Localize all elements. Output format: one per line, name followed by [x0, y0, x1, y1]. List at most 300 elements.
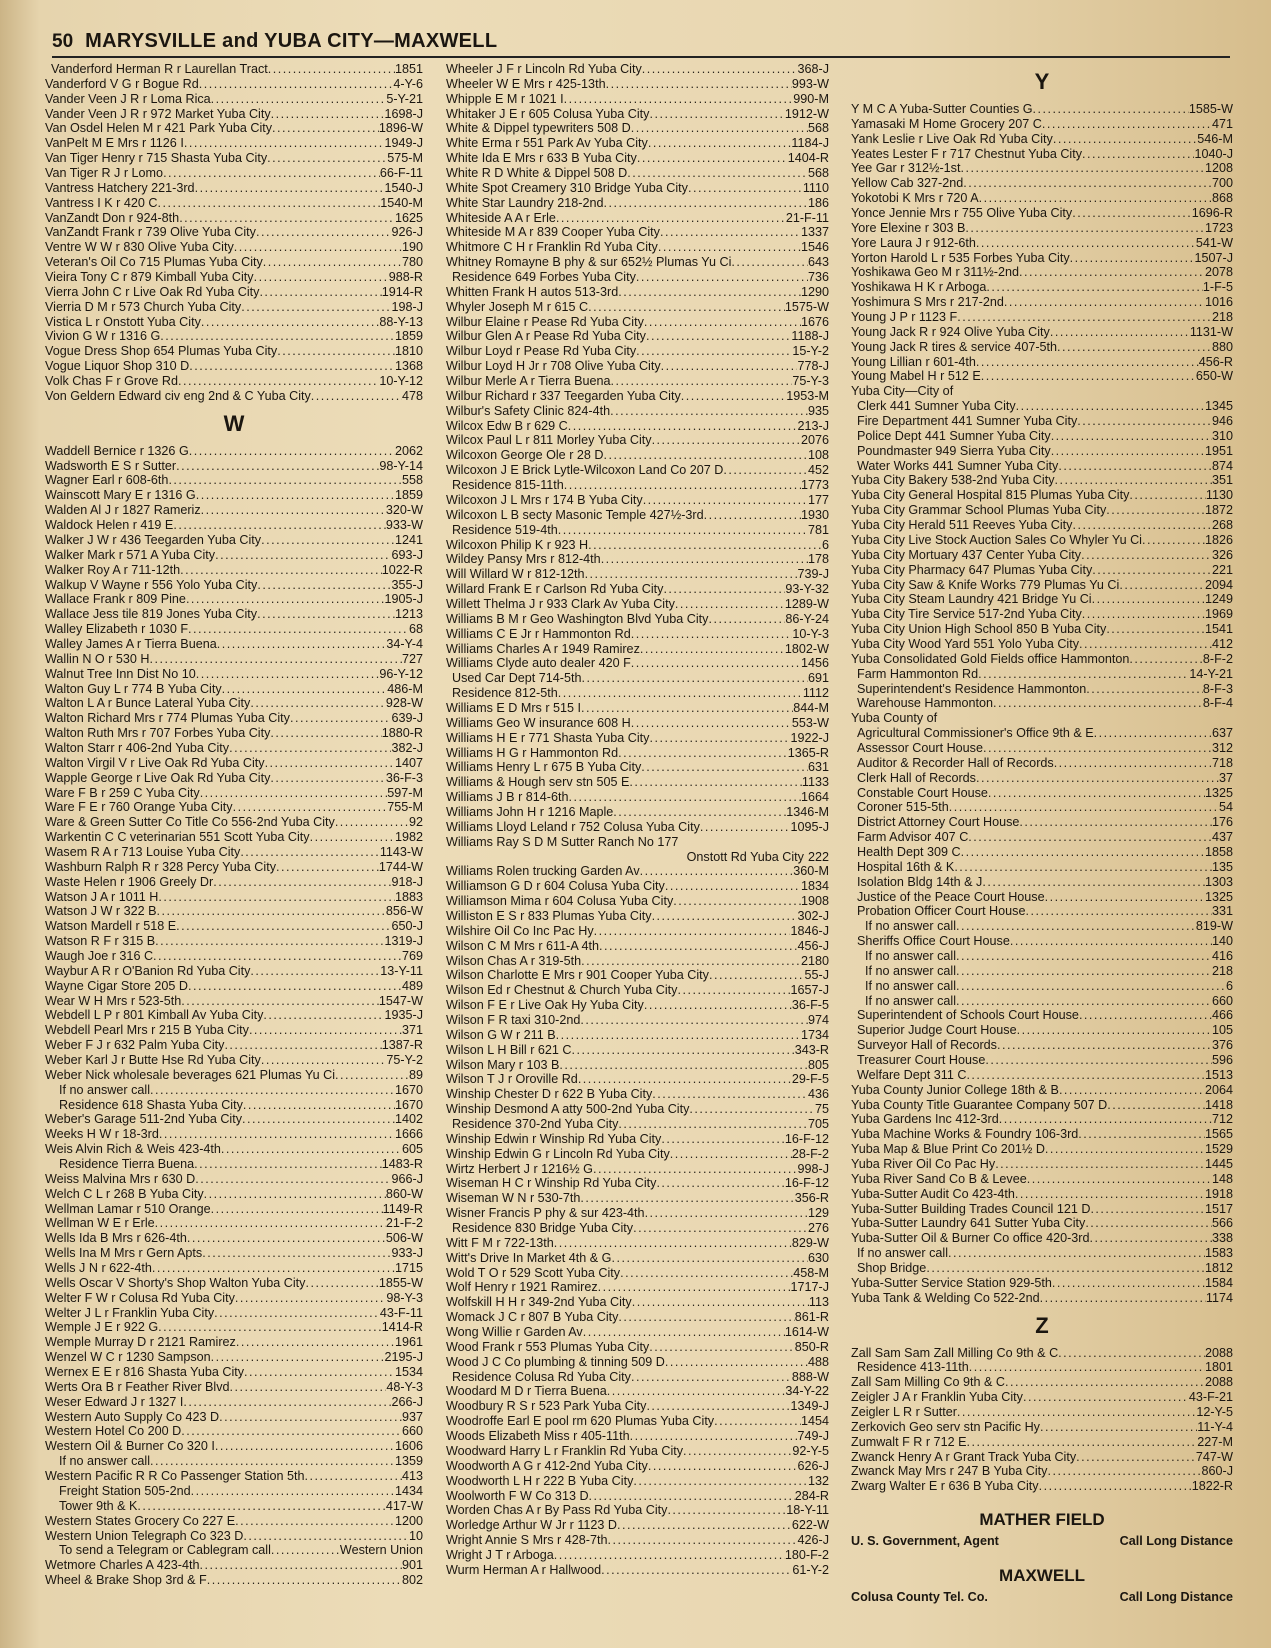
listing-row [446, 1370, 829, 1385]
phone-number: 1810 [394, 344, 423, 359]
listing-name: Young Lillian r 601-4th [851, 354, 976, 369]
listing-row [446, 968, 829, 983]
phone-number: 926-J [391, 225, 423, 240]
listing-name: Weber F J r 632 Palm Yuba City [45, 1038, 225, 1053]
listing-name: Wilson C M Mrs r 611-A 4th [446, 938, 600, 953]
column-3-listings [851, 62, 1233, 1494]
phone-number: 98-Y-3 [386, 1290, 423, 1305]
listing-row [446, 1162, 829, 1177]
listing-name: Wainscott Mary E r 1316 G [45, 488, 196, 503]
listing-row [45, 270, 423, 285]
leader-dots [199, 77, 394, 92]
listing-row [446, 1132, 829, 1147]
phone-number: 755-M [387, 800, 423, 815]
listing-name: Vantress I K r 420 C [45, 195, 158, 210]
phone-number: 712 [1211, 1112, 1233, 1127]
listing-name: Residence 815-11th [452, 478, 564, 493]
phone-number: 541-W [1195, 235, 1233, 250]
leader-dots [1106, 503, 1205, 518]
listing-row [851, 1112, 1233, 1127]
listing-row [851, 637, 1233, 652]
listing-row [851, 667, 1233, 682]
phone-number: 176 [1211, 815, 1233, 830]
listing-row [851, 1053, 1233, 1068]
leader-dots [700, 820, 791, 835]
phone-number: 558 [401, 473, 423, 488]
leader-dots [1085, 1216, 1212, 1231]
listing-name: Residence 812-5th [452, 686, 558, 701]
listing-row [45, 1083, 423, 1098]
listing-row [45, 121, 423, 136]
section-letter: W [223, 410, 245, 436]
listing-row [851, 726, 1233, 741]
phone-number: 1802-W [784, 641, 829, 656]
leader-dots [688, 181, 803, 196]
leader-dots [241, 300, 391, 315]
listing-row [45, 1335, 423, 1350]
phone-number: 1859 [394, 488, 423, 503]
listing-row [446, 270, 829, 285]
leader-dots [277, 344, 395, 359]
phone-number: 1547-W [378, 993, 423, 1008]
leader-dots [558, 523, 808, 538]
leader-dots [215, 548, 391, 563]
phone-number: 1337 [800, 225, 829, 240]
leader-dots [188, 622, 409, 637]
leader-dots [956, 994, 1212, 1009]
phone-number: 781 [807, 522, 829, 537]
leader-dots [956, 949, 1212, 964]
leader-dots [641, 760, 808, 775]
listing-name: Witt F M r 722-13th [446, 1235, 554, 1250]
listing-row [851, 890, 1233, 905]
leader-dots [1089, 1231, 1212, 1246]
phone-number: 1407 [394, 755, 423, 770]
listing-row [446, 850, 829, 865]
leader-dots [556, 211, 786, 226]
leader-dots [1082, 147, 1194, 162]
listing-row [851, 147, 1233, 162]
phone-number: 2195-J [384, 1350, 423, 1365]
phone-number: 778-J [797, 359, 829, 374]
listing-row [446, 1013, 829, 1028]
leader-dots [660, 225, 801, 240]
leader-dots [304, 1469, 402, 1484]
listing-row [446, 1548, 829, 1563]
leader-dots [652, 1087, 808, 1102]
listing-name: Winship Edwin G r Lincoln Rd Yuba City [446, 1146, 670, 1161]
listing-name: Wright J T r Arboga [446, 1547, 554, 1562]
phone-number: 1359 [394, 1454, 423, 1469]
phone-number: 568 [807, 121, 829, 136]
listing-row [446, 1236, 829, 1251]
phone-number: 1534 [394, 1365, 423, 1380]
listing-name: Clerk Hall of Records [857, 770, 976, 785]
phone-number: 351 [1211, 473, 1233, 488]
listing-name: Poundmaster 949 Sierra Yuba City [857, 443, 1051, 458]
listing-name: Wadsworth E S r Sutter [45, 458, 177, 473]
phone-number: 1670 [394, 1082, 423, 1097]
listing-row [45, 964, 423, 979]
leader-dots [667, 1503, 786, 1518]
phone-number: 1734 [800, 1027, 829, 1042]
listing-name: Woodworth A G r 412-2nd Yuba City [446, 1458, 648, 1473]
listing-name: Whipple E M r 1021 I [446, 91, 564, 106]
listing-row [446, 404, 829, 419]
listing-name: Wilbur Loyd H Jr r 708 Olive Yuba City [446, 359, 661, 374]
phone-number: 856-W [385, 904, 423, 919]
phone-number: 92 [408, 815, 423, 830]
leader-dots [564, 92, 794, 107]
phone-number: 1402 [394, 1112, 423, 1127]
listing-name: Wilson Chas A r 319-5th [446, 953, 582, 968]
phone-number: 1387-R [381, 1038, 423, 1053]
listing-row [45, 1439, 423, 1454]
leader-dots [709, 968, 805, 983]
listing-row [446, 954, 829, 969]
listing-row [851, 1420, 1233, 1435]
phone-number: 1676 [800, 314, 829, 329]
listing-name: Weber Nick wholesale beverages 621 Plumas Yu Ci [45, 1067, 336, 1082]
listing-name: Winship Desmond A atty 500-2nd Yuba City [446, 1102, 690, 1117]
leader-dots [610, 404, 808, 419]
leader-dots [604, 196, 808, 211]
leader-dots [158, 890, 395, 905]
leader-dots [630, 1429, 798, 1444]
phone-number: 1290 [800, 284, 829, 299]
leader-dots [270, 726, 381, 741]
listing-name: Watson J A r 1011 H [45, 889, 159, 904]
listing-name: Residence Tierra Buena [59, 1157, 195, 1172]
listing-name: Yuba City Bakery 538-2nd Yuba City [851, 473, 1055, 488]
leader-dots [1051, 429, 1212, 444]
leader-dots [985, 1053, 1212, 1068]
phone-number: 631 [807, 760, 829, 775]
listing-row [851, 1276, 1233, 1291]
leader-dots [554, 1548, 785, 1563]
listing-name: Wiseman H C r Winship Rd Yuba City [446, 1176, 657, 1191]
listing-row [45, 196, 423, 211]
leader-dots [663, 582, 785, 597]
listing-row [446, 107, 829, 122]
listing-row [446, 775, 829, 790]
listing-name: Yee Gar r 312½-1st [851, 161, 961, 176]
phone-number: 933-J [391, 1246, 423, 1261]
phone-number: 66-F-11 [379, 166, 423, 181]
leader-dots [242, 1112, 395, 1127]
phone-number: 426-J [797, 1533, 829, 1548]
phone-number: 727 [401, 651, 423, 666]
phone-number: 1513 [1204, 1067, 1233, 1082]
leader-dots [968, 830, 1212, 845]
listing-name: Williams H G r Hammonton Rd [446, 745, 619, 760]
leader-dots [194, 1157, 382, 1172]
listing-name: Western Union Telegraph Co 323 D [45, 1528, 244, 1543]
listing-row [851, 102, 1233, 117]
leader-dots [611, 1251, 808, 1266]
leader-dots [189, 359, 395, 374]
listing-name: Welter F W r Colusa Rd Yuba City [45, 1290, 235, 1305]
listing-name: Watson R F r 315 B [45, 934, 156, 949]
leader-dots [607, 1384, 786, 1399]
leader-dots [272, 121, 379, 136]
leader-dots [1033, 102, 1189, 117]
phone-number: 1-F-5 [1202, 280, 1233, 295]
leader-dots [618, 1117, 808, 1132]
phone-number: 268 [1211, 518, 1233, 533]
listing-row [446, 344, 829, 359]
listing-name: Willett Thelma J r 933 Clark Av Yuba City [446, 596, 675, 611]
leader-dots [204, 1187, 386, 1202]
leader-dots [179, 211, 395, 226]
listing-row [446, 1221, 829, 1236]
phone-number: 16-F-12 [784, 1176, 829, 1191]
listing-name: Wilson Mary r 103 B [446, 1057, 560, 1072]
leader-dots [263, 1008, 384, 1023]
leader-dots [199, 1558, 402, 1573]
listing-row [45, 1172, 423, 1187]
leader-dots [221, 1142, 402, 1157]
leader-dots [677, 983, 790, 998]
listing-name: Yuba Tank & Welding Co 522-2nd [851, 1290, 1040, 1305]
listing-row [45, 1202, 423, 1217]
phone-number: 1773 [800, 478, 829, 493]
phone-number: 368-J [797, 62, 829, 76]
phone-number: 382-J [391, 740, 423, 755]
phone-number: 993-W [791, 76, 829, 91]
phone-number: 1969 [1204, 607, 1233, 622]
listing-name: Wilcox Paul L r 811 Morley Yuba City [446, 433, 652, 448]
listing-row [45, 1216, 423, 1231]
leader-dots [704, 508, 801, 523]
listing-name: Walker J W r 436 Teegarden Yuba City [45, 532, 262, 547]
listing-row [446, 1266, 829, 1281]
phone-number: 10 [408, 1528, 423, 1543]
leader-dots [1078, 1127, 1205, 1142]
listing-row [446, 1191, 829, 1206]
listing-row [446, 701, 829, 716]
leader-dots [963, 176, 1212, 191]
listing-name: Whitmore C H r Franklin Rd Yuba City [446, 240, 658, 255]
listing-row [851, 340, 1233, 355]
listing-row [446, 181, 829, 196]
listing-name: Yoshikawa Geo M r 311½-2nd [851, 265, 1020, 280]
listing-name: Williams Ray S D M Sutter Ranch No 177 [446, 834, 679, 849]
listing-row [45, 563, 423, 578]
listing-row [45, 107, 423, 122]
phone-number: 178 [807, 552, 829, 567]
listing-name: Wilson Charlotte E Mrs r 901 Cooper Yuba City [446, 968, 709, 983]
phone-number: 933-W [385, 518, 423, 533]
phone-number: 1303 [1204, 874, 1233, 889]
listing-name: Woodroffe Earl E pool rm 620 Plumas Yuba City [446, 1414, 715, 1429]
leader-dots [1045, 1142, 1205, 1157]
leader-dots [568, 790, 800, 805]
listing-row [446, 1444, 829, 1459]
listing-row [45, 240, 423, 255]
listing-name: Wetmore Charles A 423-4th [45, 1558, 200, 1573]
phone-number: 417-W [385, 1498, 423, 1513]
listing-row [446, 790, 829, 805]
listing-name: Walton Ruth Mrs r 707 Forbes Yuba City [45, 726, 271, 741]
listing-name: Fire Department 441 Sumner Yuba City [857, 414, 1078, 429]
leader-dots [976, 236, 1196, 251]
mather-field-heading: MATHER FIELD [979, 1510, 1105, 1530]
listing-name: If no answer call [59, 1454, 150, 1469]
listing-name: Welter J L r Franklin Yuba City [45, 1305, 215, 1320]
listing-row [446, 1102, 829, 1117]
listing-name: Walton L A r Bunce Lateral Yuba City [45, 696, 251, 711]
listing-row [851, 459, 1233, 474]
phone-number: 148 [1211, 1171, 1233, 1186]
phone-number: 356-R [794, 1191, 829, 1206]
listing-row [45, 1261, 423, 1276]
listing-row [446, 1043, 829, 1058]
leader-dots [689, 1102, 815, 1117]
listing-name: Weeks H W r 18-3rd [45, 1127, 159, 1142]
listing-row [45, 151, 423, 166]
listing-row [446, 983, 829, 998]
leader-dots [1045, 890, 1205, 905]
listing-name: Wallin N O r 530 H [45, 651, 150, 666]
phone-number: 129 [807, 1206, 829, 1221]
listing-row [851, 251, 1233, 266]
listing-name: Zeigler J A r Franklin Yuba City [851, 1390, 1023, 1405]
phone-number: 2076 [800, 433, 829, 448]
listing-row [45, 1053, 423, 1068]
listing-name: Wong Willie r Garden Av [446, 1325, 583, 1340]
leader-dots [153, 949, 402, 964]
phone-number: 2180 [800, 953, 829, 968]
leader-dots [603, 448, 808, 463]
phone-number: 489 [401, 978, 423, 993]
phone-number: 880 [1211, 339, 1233, 354]
listing-row [45, 1573, 423, 1588]
listing-name: Wilshire Oil Co Inc Pac Hy [446, 923, 594, 938]
listing-name: Assessor Court House [857, 740, 983, 755]
phone-number: 4-Y-6 [393, 76, 423, 91]
phone-number: 43-F-21 [1188, 1390, 1233, 1405]
leader-dots [1079, 1008, 1212, 1023]
listing-name: Williams C E Jr r Hammonton Rd [446, 626, 631, 641]
listing-row [446, 686, 829, 701]
listing-name: Wear W H Mrs r 523-5th [45, 993, 182, 1008]
phone-number: 966-J [391, 1171, 423, 1186]
leader-dots [661, 359, 798, 374]
listing-row [851, 1202, 1233, 1217]
leader-dots [1010, 934, 1212, 949]
phone-number: 2062 [394, 443, 423, 458]
leader-dots [305, 1276, 378, 1291]
listing-name: Yuba City General Hospital 815 Plumas Yuba City [851, 488, 1130, 503]
listing-name: Yuba City—City of [851, 384, 954, 399]
phone-number: 1953-M [786, 388, 829, 403]
leader-dots [978, 667, 1189, 682]
listing-row [446, 62, 829, 77]
listing-name: If no answer call [865, 963, 956, 978]
listing-name: Young J P r 1123 F [851, 310, 958, 325]
leader-dots [157, 196, 380, 211]
listing-name: Waugh Joe r 316 C [45, 948, 154, 963]
listing-name: Yuba Gardens Inc 412-3rd [851, 1112, 999, 1127]
phone-number: 326 [1211, 547, 1233, 562]
leader-dots [230, 1380, 387, 1395]
leader-dots [582, 671, 808, 686]
listing-row [45, 533, 423, 548]
leader-dots [986, 280, 1203, 295]
leader-dots [189, 444, 395, 459]
phone-number: 1949-J [384, 136, 423, 151]
listing-name: Isolation Bldg 14th & J [857, 874, 983, 889]
listing-row [45, 1410, 423, 1425]
listing-row [45, 1246, 423, 1261]
phone-number: 639-J [391, 711, 423, 726]
phone-number: 1585-W [1188, 102, 1233, 116]
leader-dots [214, 1306, 380, 1321]
listing-name: Zeigler L R r Sutter [851, 1405, 957, 1420]
leader-dots [673, 894, 801, 909]
leader-dots [234, 240, 402, 255]
listing-name: VanZandt Don r 924-8th [45, 210, 180, 225]
phone-number: 546-M [1197, 131, 1233, 146]
listing-name: Superintendent of Schools Court House [857, 1008, 1079, 1023]
phone-number: 1872 [1204, 503, 1233, 518]
leader-dots [559, 1058, 808, 1073]
listing-name: Tower 9th & K [59, 1498, 138, 1513]
listing-row [45, 696, 423, 711]
phone-number: 553-W [791, 715, 829, 730]
phone-number: 1664 [800, 790, 829, 805]
mather-field-note: Call Long Distance [1119, 1534, 1233, 1549]
phone-number: 2094 [1204, 577, 1233, 592]
phone-number: 1584 [1204, 1275, 1233, 1290]
phone-number: 1822-R [1191, 1479, 1233, 1494]
leader-dots [652, 909, 798, 924]
listing-row [851, 1246, 1233, 1261]
listing-row [851, 548, 1233, 563]
listing-row [446, 1176, 829, 1191]
leader-dots [640, 864, 794, 879]
listing-name: Yuba County of [851, 711, 938, 726]
listing-row [851, 221, 1233, 236]
listing-row [446, 300, 829, 315]
listing-name: Residence 413-11th [857, 1360, 969, 1375]
phone-number: 622-W [791, 1518, 829, 1533]
leader-dots [250, 964, 380, 979]
phone-number: 227-M [1197, 1434, 1233, 1449]
listing-name: Zwarg Walter E r 636 B Yuba City [851, 1479, 1039, 1494]
leader-dots [311, 389, 402, 404]
listing-row [851, 919, 1233, 934]
phone-number: 113 [808, 1295, 829, 1310]
phone-number: 10-Y-3 [792, 626, 829, 641]
phone-number: 844-M [793, 700, 829, 715]
phone-number: 1507-J [1194, 250, 1233, 265]
column-3 [851, 62, 1233, 1606]
listing-name: Veteran's Oil Co 715 Plumas Yuba City [45, 255, 263, 270]
phone-number: 1744-W [378, 859, 423, 874]
phone-number: 749-J [797, 1429, 829, 1444]
phone-number: 28-F-2 [791, 1146, 829, 1161]
listing-name: Williams Geo W insurance 608 H [446, 715, 631, 730]
listing-row [45, 1365, 423, 1380]
listing-row [446, 285, 829, 300]
leader-dots [589, 1489, 795, 1504]
page-title: MARYSVILLE and YUBA CITY—MAXWELL [85, 30, 498, 52]
listing-row [851, 355, 1233, 370]
leader-dots [1094, 726, 1212, 741]
phone-number: 829-W [791, 1235, 829, 1250]
